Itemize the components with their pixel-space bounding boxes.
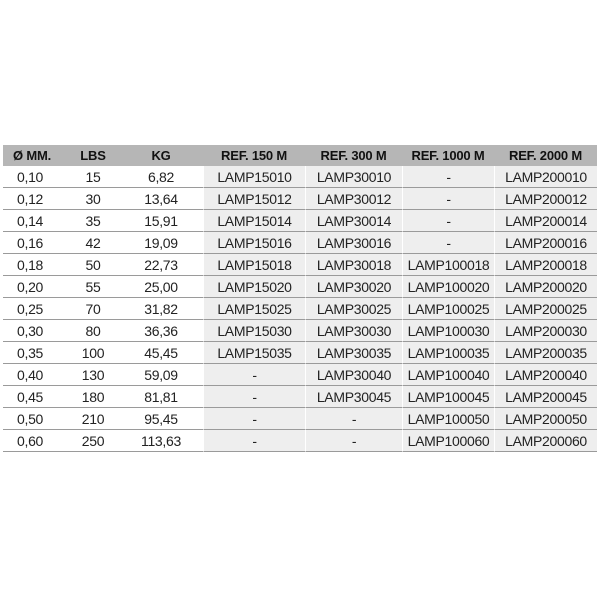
cell-ref-150m: LAMP15012 (203, 188, 305, 210)
table-header-row (3, 145, 597, 166)
cell-ref-2000m: LAMP200050 (494, 408, 597, 430)
header-ref-1000m: REF. 1000 M (402, 145, 494, 166)
cell-ref-2000m: LAMP200016 (494, 232, 597, 254)
cell-ref-150m: - (203, 408, 305, 430)
cell-ref-2000m: LAMP200010 (494, 166, 597, 188)
cell-ref-150m: LAMP15035 (203, 342, 305, 364)
cell-ref-1000m: - (402, 188, 494, 210)
cell-ref-300m: - (305, 408, 402, 430)
cell-ref-150m: LAMP15018 (203, 254, 305, 276)
cell-ref-150m: LAMP15016 (203, 232, 305, 254)
cell-ref-300m: LAMP30012 (305, 188, 402, 210)
cell-ref-1000m: - (402, 232, 494, 254)
cell-ref-2000m: LAMP200018 (494, 254, 597, 276)
table-row (3, 254, 597, 276)
table-row (3, 232, 597, 254)
table-body (3, 166, 597, 452)
cell-ref-300m: LAMP30020 (305, 276, 402, 298)
cell-ref-1000m: LAMP100035 (402, 342, 494, 364)
cell-ref-150m: LAMP15014 (203, 210, 305, 232)
cell-ref-2000m: LAMP200030 (494, 320, 597, 342)
cell-ref-300m: LAMP30018 (305, 254, 402, 276)
spec-table-container (3, 145, 597, 452)
cell-ref-300m: LAMP30030 (305, 320, 402, 342)
cell-ref-1000m: LAMP100020 (402, 276, 494, 298)
cell-diameter: 0,16 (3, 232, 67, 254)
cell-ref-300m: LAMP30010 (305, 166, 402, 188)
cell-diameter: 0,25 (3, 298, 67, 320)
cell-ref-2000m: LAMP200045 (494, 386, 597, 408)
cell-ref-2000m: LAMP200040 (494, 364, 597, 386)
table-row (3, 386, 597, 408)
cell-diameter: 0,35 (3, 342, 67, 364)
cell-ref-1000m: - (402, 210, 494, 232)
cell-lbs: 130 (67, 364, 119, 386)
table-row (3, 298, 597, 320)
table-row (3, 430, 597, 452)
header-ref-2000m: REF. 2000 M (494, 145, 597, 166)
cell-lbs: 210 (67, 408, 119, 430)
cell-ref-150m: - (203, 386, 305, 408)
cell-ref-150m: LAMP15030 (203, 320, 305, 342)
cell-lbs: 100 (67, 342, 119, 364)
cell-ref-1000m: LAMP100045 (402, 386, 494, 408)
cell-ref-1000m: LAMP100018 (402, 254, 494, 276)
cell-ref-1000m: LAMP100060 (402, 430, 494, 452)
cell-ref-1000m: LAMP100050 (402, 408, 494, 430)
cell-ref-1000m: - (402, 166, 494, 188)
cell-lbs: 35 (67, 210, 119, 232)
cell-ref-150m: - (203, 364, 305, 386)
cell-ref-2000m: LAMP200012 (494, 188, 597, 210)
cell-kg: 31,82 (119, 298, 203, 320)
cell-kg: 36,36 (119, 320, 203, 342)
cell-diameter: 0,20 (3, 276, 67, 298)
cell-ref-2000m: LAMP200025 (494, 298, 597, 320)
cell-kg: 113,63 (119, 430, 203, 452)
cell-kg: 25,00 (119, 276, 203, 298)
table-row (3, 320, 597, 342)
line-spec-table (3, 145, 597, 452)
table-row (3, 166, 597, 188)
cell-kg: 15,91 (119, 210, 203, 232)
cell-lbs: 30 (67, 188, 119, 210)
cell-kg: 19,09 (119, 232, 203, 254)
cell-diameter: 0,18 (3, 254, 67, 276)
cell-ref-300m: LAMP30040 (305, 364, 402, 386)
cell-kg: 45,45 (119, 342, 203, 364)
cell-kg: 13,64 (119, 188, 203, 210)
cell-ref-300m: LAMP30016 (305, 232, 402, 254)
cell-ref-150m: LAMP15010 (203, 166, 305, 188)
cell-ref-300m: LAMP30014 (305, 210, 402, 232)
header-ref-150m: REF. 150 M (203, 145, 305, 166)
cell-ref-1000m: LAMP100040 (402, 364, 494, 386)
cell-ref-1000m: LAMP100025 (402, 298, 494, 320)
cell-kg: 59,09 (119, 364, 203, 386)
cell-ref-150m: LAMP15020 (203, 276, 305, 298)
header-ref-300m: REF. 300 M (305, 145, 402, 166)
cell-ref-300m: LAMP30035 (305, 342, 402, 364)
cell-ref-300m: - (305, 430, 402, 452)
cell-diameter: 0,50 (3, 408, 67, 430)
cell-diameter: 0,12 (3, 188, 67, 210)
header-diameter: Ø MM. (3, 145, 67, 166)
cell-diameter: 0,60 (3, 430, 67, 452)
cell-lbs: 250 (67, 430, 119, 452)
cell-lbs: 15 (67, 166, 119, 188)
cell-ref-300m: LAMP30045 (305, 386, 402, 408)
cell-lbs: 55 (67, 276, 119, 298)
table-row (3, 276, 597, 298)
table-row (3, 188, 597, 210)
cell-lbs: 180 (67, 386, 119, 408)
cell-diameter: 0,40 (3, 364, 67, 386)
header-lbs: LBS (67, 145, 119, 166)
header-kg: KG (119, 145, 203, 166)
table-row (3, 342, 597, 364)
cell-ref-2000m: LAMP200035 (494, 342, 597, 364)
cell-lbs: 70 (67, 298, 119, 320)
cell-ref-300m: LAMP30025 (305, 298, 402, 320)
cell-lbs: 42 (67, 232, 119, 254)
cell-lbs: 80 (67, 320, 119, 342)
cell-ref-2000m: LAMP200014 (494, 210, 597, 232)
table-row (3, 364, 597, 386)
cell-ref-2000m: LAMP200020 (494, 276, 597, 298)
table-row (3, 408, 597, 430)
table-row (3, 210, 597, 232)
cell-ref-150m: - (203, 430, 305, 452)
cell-kg: 6,82 (119, 166, 203, 188)
cell-kg: 22,73 (119, 254, 203, 276)
cell-kg: 95,45 (119, 408, 203, 430)
cell-diameter: 0,14 (3, 210, 67, 232)
cell-lbs: 50 (67, 254, 119, 276)
cell-diameter: 0,10 (3, 166, 67, 188)
cell-ref-150m: LAMP15025 (203, 298, 305, 320)
cell-diameter: 0,45 (3, 386, 67, 408)
cell-kg: 81,81 (119, 386, 203, 408)
cell-diameter: 0,30 (3, 320, 67, 342)
cell-ref-1000m: LAMP100030 (402, 320, 494, 342)
cell-ref-2000m: LAMP200060 (494, 430, 597, 452)
